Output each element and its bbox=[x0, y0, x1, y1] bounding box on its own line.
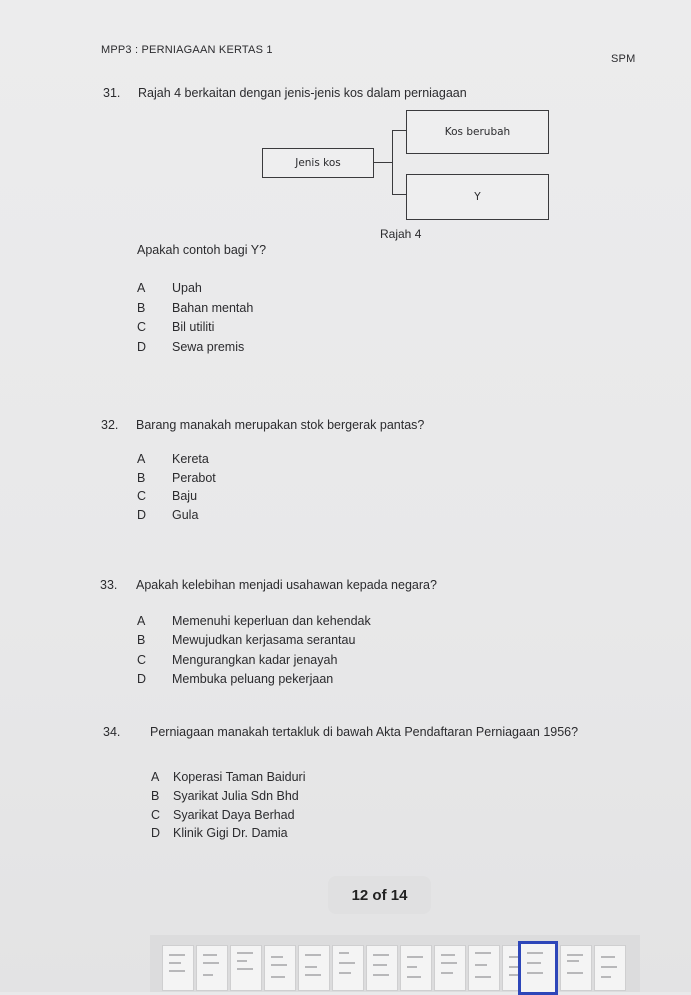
option-letter: D bbox=[137, 508, 147, 522]
question-31-prompt: Apakah contoh bagi Y? bbox=[137, 243, 267, 257]
question-34-text: Perniagaan manakah tertakluk di bawah Akta Pendaftaran Perniagaan 1956? bbox=[150, 725, 579, 739]
option-letter: B bbox=[137, 301, 146, 315]
diagram-top-label: Kos berubah bbox=[444, 126, 511, 138]
page-thumbnail[interactable] bbox=[468, 945, 500, 991]
page-thumbnail[interactable] bbox=[332, 945, 364, 991]
page-thumbnail[interactable] bbox=[298, 945, 330, 991]
option-letter: D bbox=[137, 340, 147, 354]
option-text: Membuka peluang pekerjaan bbox=[172, 672, 334, 686]
option-text: Bahan mentah bbox=[172, 301, 254, 315]
page-thumbnail-selected[interactable] bbox=[518, 941, 558, 995]
page-indicator-label: 12 of 14 bbox=[351, 886, 408, 904]
connector bbox=[373, 162, 393, 163]
diagram-root-label: Jenis kos bbox=[295, 157, 341, 169]
option-text: Klinik Gigi Dr. Damia bbox=[173, 826, 288, 840]
option-letter: C bbox=[151, 808, 161, 822]
option-text: Mewujudkan kerjasama serantau bbox=[172, 633, 356, 647]
option-letter: A bbox=[137, 281, 146, 295]
header-subject: MPP3 : PERNIAGAAN KERTAS 1 bbox=[101, 44, 273, 56]
page-thumbnail[interactable] bbox=[162, 945, 194, 991]
option-text: Syarikat Julia Sdn Bhd bbox=[173, 789, 299, 803]
option-letter: A bbox=[137, 452, 146, 466]
option-text: Gula bbox=[172, 508, 199, 522]
option-letter: D bbox=[137, 672, 147, 686]
option-text: Mengurangkan kadar jenayah bbox=[172, 653, 338, 667]
question-33-text: Apakah kelebihan menjadi usahawan kepada negara? bbox=[136, 578, 437, 592]
page-thumbnail[interactable] bbox=[264, 945, 296, 991]
connector bbox=[392, 130, 406, 131]
option-letter: A bbox=[151, 770, 160, 784]
option-letter: C bbox=[137, 489, 147, 503]
diagram-top-box bbox=[406, 110, 549, 154]
diagram-root-box bbox=[262, 148, 374, 178]
option-letter: C bbox=[137, 320, 147, 334]
option-letter: C bbox=[137, 653, 147, 667]
question-31-number: 31. bbox=[103, 86, 121, 100]
page-thumbnail[interactable] bbox=[366, 945, 398, 991]
option-text: Upah bbox=[172, 281, 202, 295]
question-31-text: Rajah 4 berkaitan dengan jenis-jenis kos dalam perniagaan bbox=[138, 86, 467, 100]
page-thumbnail[interactable] bbox=[400, 945, 432, 991]
diagram-bottom-box bbox=[406, 174, 549, 220]
option-text: Memenuhi keperluan dan kehendak bbox=[172, 614, 371, 628]
option-letter: D bbox=[151, 826, 161, 840]
option-text: Baju bbox=[172, 489, 198, 503]
page-thumbnail-strip[interactable] bbox=[150, 935, 640, 992]
diagram-bottom-label: Y bbox=[474, 191, 481, 203]
option-letter: B bbox=[137, 471, 146, 485]
connector bbox=[392, 130, 393, 194]
option-letter: B bbox=[151, 789, 160, 803]
option-text: Perabot bbox=[172, 471, 216, 485]
page-indicator bbox=[328, 876, 431, 914]
option-text: Bil utiliti bbox=[172, 320, 215, 334]
option-text: Kereta bbox=[172, 452, 209, 466]
page-thumbnail[interactable] bbox=[594, 945, 626, 991]
header-exam: SPM bbox=[611, 53, 636, 65]
page-thumbnail[interactable] bbox=[434, 945, 466, 991]
option-text: Sewa premis bbox=[172, 340, 245, 354]
question-33-number: 33. bbox=[100, 578, 118, 592]
page-thumbnail[interactable] bbox=[196, 945, 228, 991]
question-32-number: 32. bbox=[101, 418, 119, 432]
option-letter: A bbox=[137, 614, 146, 628]
page-thumbnail[interactable] bbox=[230, 945, 262, 991]
option-letter: B bbox=[137, 633, 146, 647]
page-thumbnail[interactable] bbox=[560, 945, 592, 991]
connector bbox=[392, 194, 406, 195]
option-text: Koperasi Taman Baiduri bbox=[173, 770, 306, 784]
diagram-caption: Rajah 4 bbox=[380, 227, 422, 241]
option-text: Syarikat Daya Berhad bbox=[173, 808, 295, 822]
question-32-text: Barang manakah merupakan stok bergerak pantas? bbox=[136, 418, 425, 432]
question-34-number: 34. bbox=[103, 725, 121, 739]
